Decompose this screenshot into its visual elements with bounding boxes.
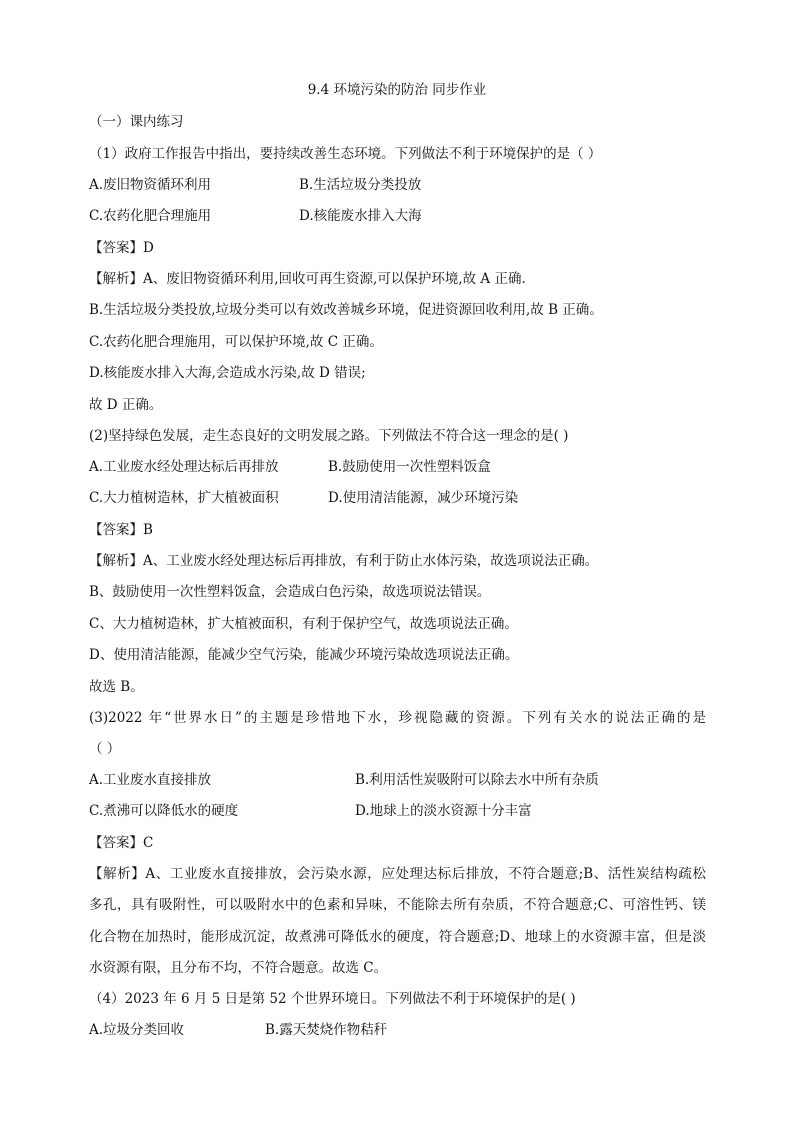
question-3-analysis-line: 水资源有限，且分布不均，不符合题意。故选 C。: [89, 960, 388, 976]
question-2-analysis-line: C、大力植树造林，扩大植被面积，有利于保护空气，故选项说法正确。: [89, 616, 518, 632]
question-3-option-d: D.地球上的淡水资源十分丰富: [355, 803, 532, 819]
question-2-analysis-line: B、鼓励使用一次性塑料饭盒，会造成白色污染，故选项说法错误。: [89, 584, 491, 600]
question-4-option-b: B.露天焚烧作物秸秆: [265, 1022, 388, 1038]
question-1-analysis-line: D.核能废水排入大海,会造成水污染,故 D 错误;: [89, 365, 366, 381]
question-2-stem: (2)坚持绿色发展，走生态良好的文明发展之路。下列做法不符合这一理念的是( ): [89, 428, 569, 444]
question-3-stem-blank: （ ）: [89, 741, 121, 757]
question-2-analysis-line: D、使用清洁能源，能减少空气污染，能减少环境污染故选项说法正确。: [89, 647, 519, 663]
question-1-option-a: A.废旧物资循环利用: [89, 177, 212, 193]
question-2-option-d: D.使用清洁能源，减少环境污染: [328, 490, 519, 506]
question-1-analysis-line: 故 D 正确。: [89, 397, 163, 413]
question-1-stem: （1）政府工作报告中指出，要持续改善生态环境。下列做法不利于环境保护的是（ ）: [89, 146, 602, 162]
page-title: 9.4 环境污染的防治 同步作业: [307, 82, 487, 98]
question-3-stem: (3)2022 年“世界水日”的主题是珍惜地下水，珍视隐藏的资源。下列有关水的说法正确的是: [89, 710, 706, 726]
section-heading: （一）课内练习: [89, 114, 184, 130]
question-1-option-c: C.农药化肥合理施用: [89, 208, 212, 224]
question-4-option-a: A.垃圾分类回收: [89, 1022, 185, 1038]
question-1-answer: 【答案】D: [89, 240, 154, 256]
question-1-analysis-line: B.生活垃圾分类投放,垃圾分类可以有效改善城乡环境，促进资源回收利用,故 B 正确。: [89, 302, 603, 318]
question-3-option-a: A.工业废水直接排放: [89, 772, 212, 788]
question-3-option-b: B.利用活性炭吸附可以除去水中所有杂质: [355, 772, 599, 788]
question-1-analysis-line: 【解析】A、废旧物资循环利用,回收可再生资源,可以保护环境,故 A 正确.: [89, 271, 526, 287]
question-1-option-d: D.核能废水排入大海: [299, 208, 422, 224]
question-1-analysis-line: C.农药化肥合理施用，可以保护环境,故 C 正确。: [89, 334, 383, 350]
question-3-option-c: C.煮沸可以降低水的硬度: [89, 803, 239, 819]
question-1-option-b: B.生活垃圾分类投放: [299, 177, 422, 193]
question-2-answer: 【答案】B: [89, 522, 153, 538]
question-2-option-a: A.工业废水经处理达标后再排放: [89, 459, 279, 475]
question-2-analysis-line: 故选 B。: [89, 679, 144, 695]
question-2-option-b: B.鼓励使用一次性塑料饭盒: [328, 459, 491, 475]
question-2-option-c: C.大力植树造林，扩大植被面积: [89, 490, 279, 506]
question-3-analysis-line: 【解析】A、工业废水直接排放，会污染水源，应处理达标后排放，不符合题意;B、活性炭结构疏松: [89, 866, 706, 882]
question-3-analysis-line: 化合物在加热时，能形成沉淀，故煮沸可降低水的硬度，符合题意;D、地球上的水资源丰富，但是淡: [89, 929, 706, 945]
question-3-answer: 【答案】C: [89, 835, 154, 851]
question-3-analysis-line: 多孔，具有吸附性，可以吸附水中的色素和异味，不能除去所有杂质，不符合题意;C、可溶性钙、镁: [89, 897, 706, 913]
question-4-stem: （4）2023 年 6 月 5 日是第 52 个世界环境日。下列做法不利于环境保护的是( ): [89, 991, 576, 1007]
question-2-analysis-line: 【解析】A、工业废水经处理达标后再排放，有利于防止水体污染，故选项说法正确。: [89, 553, 599, 569]
